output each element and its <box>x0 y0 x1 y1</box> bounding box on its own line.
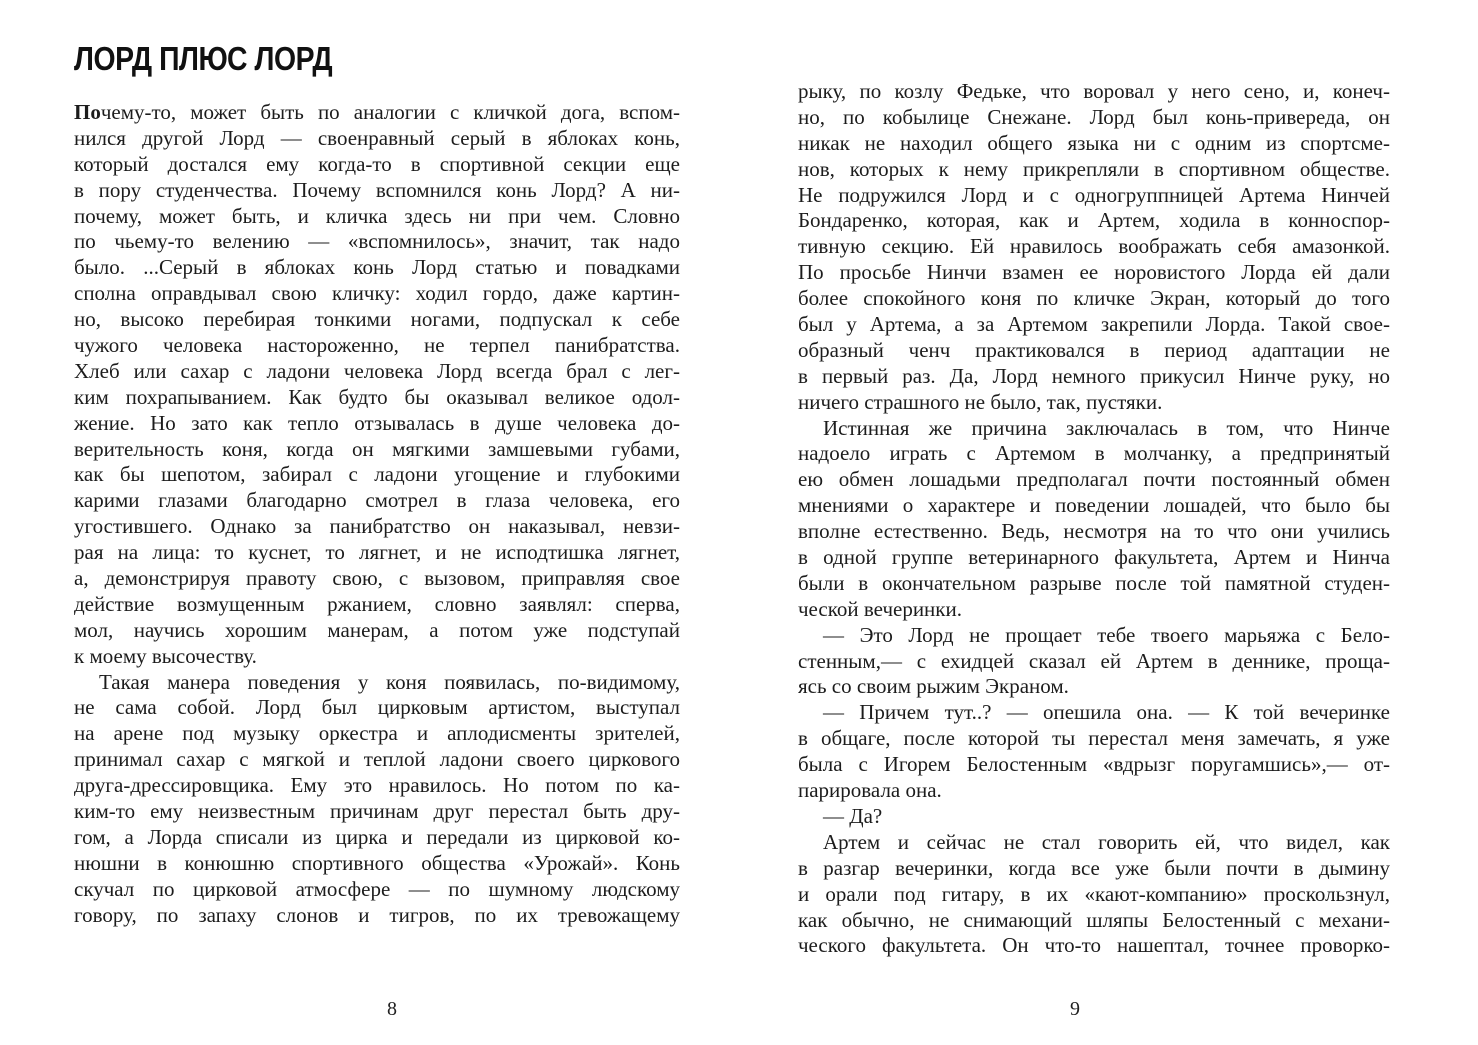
chapter-title: ЛОРД ПЛЮС ЛОРД <box>74 40 333 77</box>
text-line: скучал по цирковой атмосфере — по шумному людскому <box>74 876 680 901</box>
page-number: 9 <box>1070 998 1080 1020</box>
text-line: Истинная же причина заключалась в том, что Нинче <box>823 415 1390 440</box>
text-line: действие возмущенным ржанием, словно заявлял: сперва, <box>74 591 680 616</box>
text-line: ческого факультета. Он что-то нашептал, точнее проворко- <box>798 933 1390 958</box>
text-line: были в окончательном разрыве после той памятной студен- <box>798 570 1390 595</box>
text-line: и орали под гитару, в их «кают-компанию» проскользнул, <box>798 881 1390 906</box>
text-line: рая на лица: то куснет, то лягнет, и не исподтишка лягнет, <box>74 540 680 565</box>
text-line: стенным,— с ехидцей сказал ей Артем в деннике, проща- <box>798 648 1390 673</box>
text-line: друга-дрессировщика. Ему это нравилось. Но потом по ка- <box>74 773 680 798</box>
text-line: чужого человека настороженно, не терпел панибратства. <box>74 333 680 358</box>
text-line: парировала она. <box>798 778 942 803</box>
text-line: принимал сахар с мягкой и теплой ладони своего циркового <box>74 747 680 772</box>
text-line: почему, может быть, и кличка здесь ни при чем. Словно <box>74 203 680 228</box>
text-line <box>74 100 680 126</box>
text-line: Не подружился Лорд и с одногруппницей Артема Нинчей <box>798 182 1390 207</box>
text-line: ким похрапыванием. Как будто бы оказывал великое одол- <box>74 384 680 409</box>
text-line: в общаге, после которой ты перестал меня замечать, я уже <box>798 726 1390 751</box>
text-line: вполне естественно. Ведь, несмотря на то что они учились <box>798 519 1390 544</box>
text-line: который достался ему когда-то в спортивной секции еще <box>74 151 680 176</box>
text-line: но, высоко перебирая тонкими ногами, подпускал к себе <box>74 307 680 332</box>
text-line: на арене под музыку оркестра и аплодисменты зрителей, <box>74 721 680 746</box>
text-line: ясь со своим рыжим Экраном. <box>798 674 1069 699</box>
left-page-text <box>74 100 680 929</box>
text-line: карими глазами благодарно смотрел в глаза человека, его <box>74 488 680 513</box>
text-line: угостившего. Однако за панибратство он наказывал, невзи- <box>74 514 680 539</box>
text-line: как бы шепотом, забирал с ладони угощение и глубокими <box>74 462 680 487</box>
right-page-text <box>798 79 1390 959</box>
text-line: в одной группе ветеринарного факультета, Артем и Нинча <box>798 545 1390 570</box>
text-line: нился другой Лорд — своенравный серый в яблоках конь, <box>74 125 680 150</box>
text-line: тивную секцию. Ей нравилось воображать себя амазонкой. <box>798 234 1390 259</box>
text-line: образный ченч практиковался в период адаптации не <box>798 337 1390 362</box>
text-line: мнениями о характере и поведении лошадей, что было бы <box>798 493 1390 518</box>
text-line: верительность коня, когда он мягкими замшевыми губами, <box>74 436 680 461</box>
text-line: более спокойного коня по кличке Экран, который до того <box>798 286 1390 311</box>
text-line: гом, а Лорда списали из цирка и передали из цирковой ко- <box>74 824 680 849</box>
text-line: рыку, по козлу Федьке, что воровал у него сено, и, конеч- <box>798 79 1390 103</box>
text-line: никак не находил общего языка ни с одним из спортсме- <box>798 130 1390 155</box>
text-line: а, демонстрируя правоту свою, с вызовом, приправляя свое <box>74 566 680 591</box>
text-line: нов, которых к нему прикрепляли в спортивном обществе. <box>798 156 1390 181</box>
text-line: было. ...Серый в яблоках конь Лорд статью и повадками <box>74 255 680 280</box>
text-line: был у Артема, а за Артемом закрепили Лорда. Такой свое- <box>798 312 1390 337</box>
page-number: 8 <box>387 998 397 1020</box>
text-line: сполна оправдывал свою кличку: ходил гордо, даже картин- <box>74 281 680 306</box>
text-line: — Причем тут..? — опешила она. — К той вечеринке <box>823 700 1390 725</box>
text-line: в разгар вечеринки, когда все уже были почти в дымину <box>798 855 1390 880</box>
text-line: — Да? <box>823 803 883 828</box>
text-line: была с Игорем Белостенным «вдрызг поругамшись»,— от- <box>798 752 1390 777</box>
first-line-text: чему-то, может быть по аналогии с кличкой дога, вспом- <box>100 100 680 124</box>
text-line: Хлеб или сахар с ладони человека Лорд всегда брал с лег- <box>74 358 680 383</box>
text-line: мол, научись хорошим манерам, а потом уже подступай <box>74 617 680 642</box>
text-line: к моему высочеству. <box>74 643 257 668</box>
drop-cap: По <box>74 100 101 124</box>
text-line: надоело играть с Артемом в молчанку, а предпринятый <box>798 441 1390 466</box>
text-line: но, по кобылице Снежане. Лорд был конь-привереда, он <box>798 104 1390 129</box>
text-line: ким-то ему неизвестным причинам друг перестал быть дру- <box>74 799 680 824</box>
text-line: не сама собой. Лорд был цирковым артистом, выступал <box>74 695 680 720</box>
text-line: По просьбе Нинчи взамен ее норовистого Лорда ей дали <box>798 260 1390 285</box>
text-line: ею обмен лошадьми предполагал почти постоянный обмен <box>798 467 1390 492</box>
text-line: как обычно, не снимающий шляпы Белостенный с механи- <box>798 907 1390 932</box>
text-line: говору, по запаху слонов и тигров, по их тревожащему <box>74 902 680 927</box>
text-line: ничего страшного не было, так, пустяки. <box>798 389 1163 414</box>
text-line: Бондаренко, которая, как и Артем, ходила в конноспор- <box>798 208 1390 233</box>
right-page <box>739 0 1478 1045</box>
text-line: в пору студенчества. Почему вспомнился конь Лорд? А ни- <box>74 177 680 202</box>
text-line: ческой вечеринки. <box>798 596 962 621</box>
text-line: — Это Лорд не прощает тебе твоего марьяжа с Бело- <box>823 622 1390 647</box>
text-line: нюшни в конюшню спортивного общества «Урожай». Конь <box>74 850 680 875</box>
text-line: Артем и сейчас не стал говорить ей, что видел, как <box>823 829 1390 854</box>
text-line: в первый раз. Да, Лорд немного прикусил Нинче руку, но <box>798 363 1390 388</box>
text-line: жение. Но зато как тепло отзывалась в душе человека до- <box>74 410 680 435</box>
text-line: Такая манера поведения у коня появилась, по-видимому, <box>99 669 680 694</box>
text-line: по чьему-то велению — «вспомнилось», значит, так надо <box>74 229 680 254</box>
